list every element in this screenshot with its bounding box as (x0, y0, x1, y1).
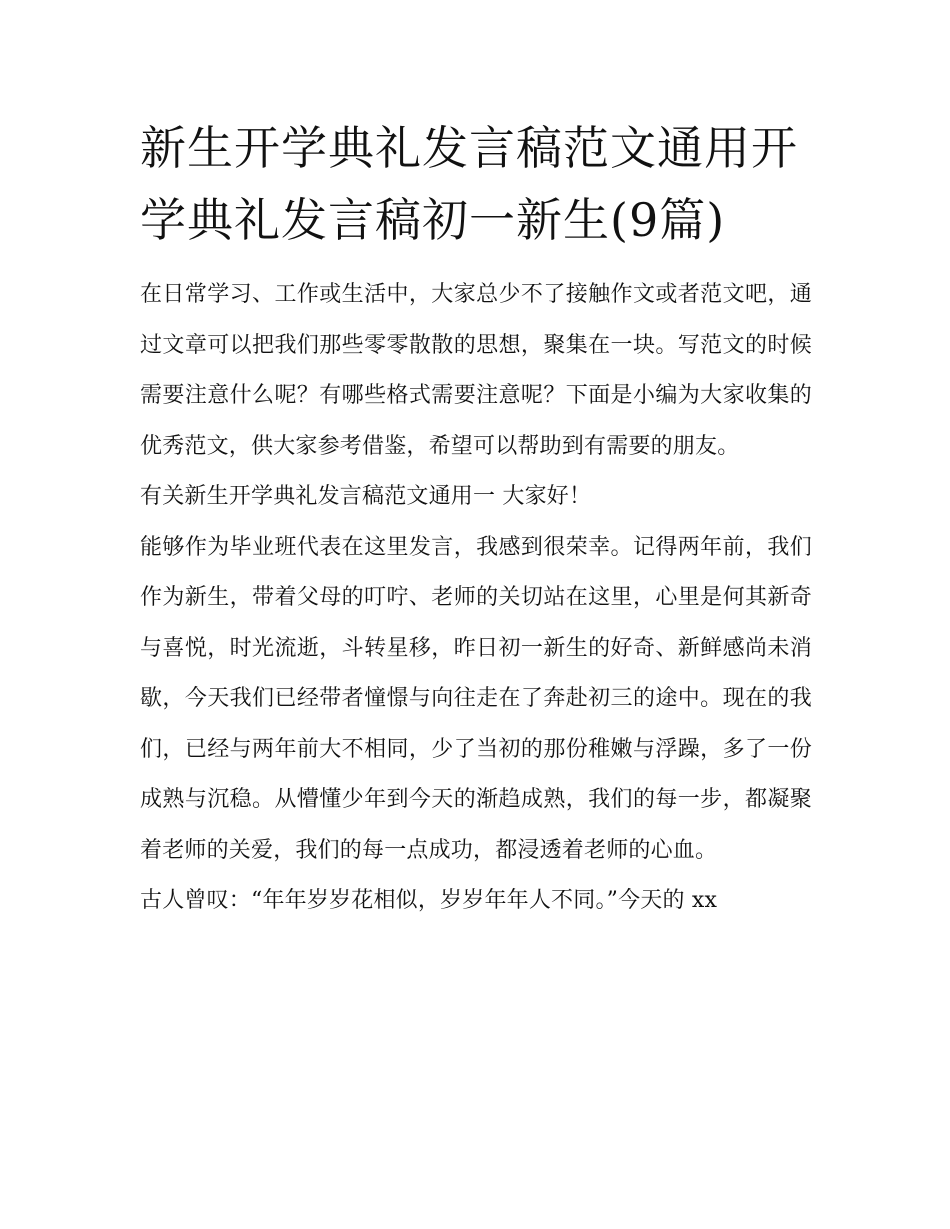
intro-paragraph: 在日常学习、工作或生活中，大家总少不了接触作文或者范文吧，通过文章可以把我们那些零零散散的思想，聚集在一块。写范文的时候需要注意什么呢？有哪些格式需要注意呢？下面是小编为大家收集的优秀范文，供大家参考借鉴，希望可以帮助到有需要的朋友。 (140, 282, 812, 459)
document-body (140, 270, 820, 927)
speech-paragraph: 能够作为毕业班代表在这里发言，我感到很荣幸。记得两年前，我们作为新生，带着父母的叮咛、老师的关切站在这里，心里是何其新奇与喜悦，时光流逝，斗转星移，昨日初一新生的好奇、新鲜感尚未消歇，今天我们已经带者憧憬与向往走在了奔赴初三的途中。现在的我们，已经与两年前大不相同，少了当初的那份稚嫩与浮躁，多了一份成熟与沉稳。从懵懂少年到今天的渐趋成熟，我们的每一步，都凝聚着老师的关爱，我们的每一点成功，都浸透着老师的心血。 (140, 534, 812, 863)
document-title: 新生开学典礼发言稿范文通用开学典礼发言稿初一新生(9篇) (140, 121, 798, 247)
document-content (140, 112, 820, 927)
quote-paragraph: 古人曾叹：“年年岁岁花相似，岁岁年年人不同。”今天的 xx (140, 888, 718, 913)
section-heading-paragraph: 有关新生开学典礼发言稿范文通用一 大家好！ (140, 484, 592, 509)
